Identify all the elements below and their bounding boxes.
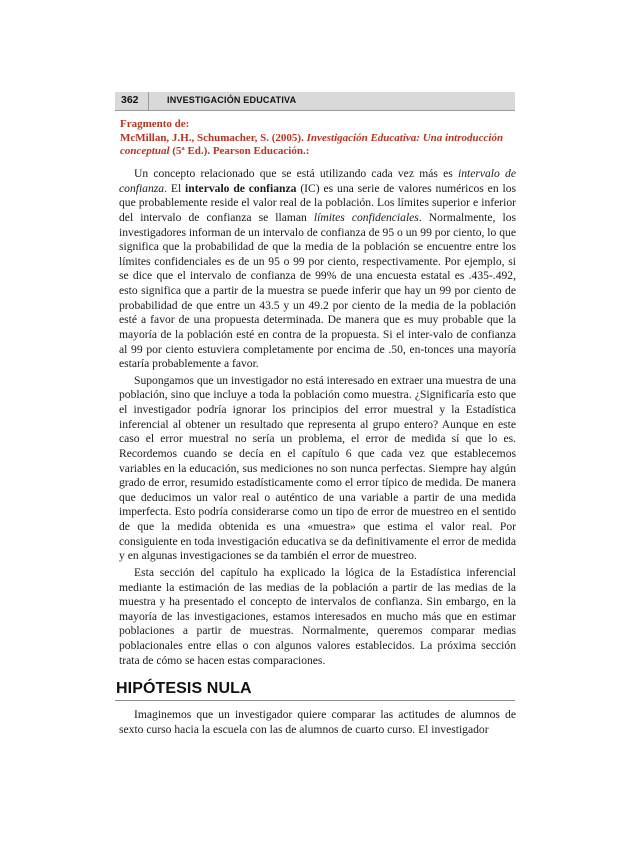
source-label: Fragmento de: xyxy=(120,118,190,130)
body-text xyxy=(119,167,516,668)
source-citation xyxy=(120,118,515,159)
running-title: INVESTIGACIÓN EDUCATIVA xyxy=(167,95,297,105)
page-number: 362 xyxy=(121,94,139,106)
header-separator xyxy=(148,92,149,110)
paragraph-measurement-error: Supongamos que un investigador no está interesado en extraer una muestra de una población, sino que incluye a toda la población como muestra. ¿Significaría esto que el investigador podría ignorar los principios del error muestral y la Estadística inferencial al obtener un resultado que representa al grupo entero? Aunque en este caso el error muestral no sería un problema, el error de medida sí que lo es. Recordemos cuando se decía en el capítulo 6 que cada vez que establecemos variables en la educación, sus mediciones no son nunca perfectas. Siempre hay algún grado de error, resumido estadísticamente como el error típico de medida. De manera que deducimos un valor real o auténtico de una variable a partir de una medida imperfecta. Esto podría considerarse como un tipo de error de muestreo en el sentido de que la medida obtenida es una «muestra» que estima el valor real. Por consiguiente en toda investigación educativa se da definitivamente el error de medida y en algunas investigaciones se da también el error de muestreo. xyxy=(119,373,516,563)
source-reference xyxy=(120,132,515,159)
section-heading: HIPÓTESIS NULA xyxy=(116,680,252,697)
heading-rule xyxy=(115,700,515,701)
source-edition: (5ª Ed.). Pearson Educación.: xyxy=(172,145,310,157)
body-text-continued xyxy=(119,708,516,737)
bold-term: intervalo de confianza xyxy=(185,181,297,195)
text-run: . Normalmente, los investigadores informan de un intervalo de confianza de 95 o un 99 por ciento, lo que significa que la probabilidad de que la media de la población se encuentre entre los límites confidenciales es de un 95 o 99 por ciento, respectivamente. Por ejemplo, si se dice que el intervalo de confianza de 99% de una encuesta estatal es .435-.492, esto significa que a partir de la muestra se puede inferir que hay un 99 por ciento de probabilidad de que entre un 43.5 y un 49.2 por ciento de la media de la población esté a favor de una propuesta determinada. De manera que es muy probable que la mayoría de la población esté en contra de la propuesta. Si el inter-valo de confianza al 99 por ciento estuviera completamente por encima de .50, en-tonces una mayoría estaría probablemente a favor. xyxy=(119,210,517,371)
text-run: Un concepto relacionado que se está utilizando cada vez más es xyxy=(134,167,458,180)
paragraph-null-hypothesis-intro: Imaginemos que un investigador quiere comparar las actitudes de alumnos de sexto curso hacia la escuela con las de alumnos de cuarto curso. El investigador xyxy=(119,708,516,736)
source-book-title: Investigación Educativa: Una introducción conceptual xyxy=(120,131,504,157)
text-run: . El xyxy=(164,181,186,195)
paragraph-confidence-interval xyxy=(119,167,516,372)
italic-term: intervalo de confianza xyxy=(119,167,516,195)
paragraph-section-summary: Esta sección del capítulo ha explicado la lógica de la Estadística inferencial mediante la estimación de las medias de la población a partir de las medias de la muestra y ha presentado el concepto de intervalos de confianza. Sin embargo, en la mayoría de las investigaciones, estamos interesados en mucho más que en estimar poblaciones a partir de muestras. Normalmente, queremos comparar medias poblacionales entre ellas o con algunos valores establecidos. La próxima sección trata de cómo se hacen estas comparaciones. xyxy=(119,565,516,667)
italic-term: límites confidenciales xyxy=(313,210,419,224)
text-run: (IC) es una serie de valores numéricos en los que probablemente reside el valor real de la población. Los límites superior e inferior del intervalo de confianza se llaman xyxy=(119,181,517,224)
source-authors: McMillan, J.H., Schumacher, S. (2005). xyxy=(120,131,304,144)
